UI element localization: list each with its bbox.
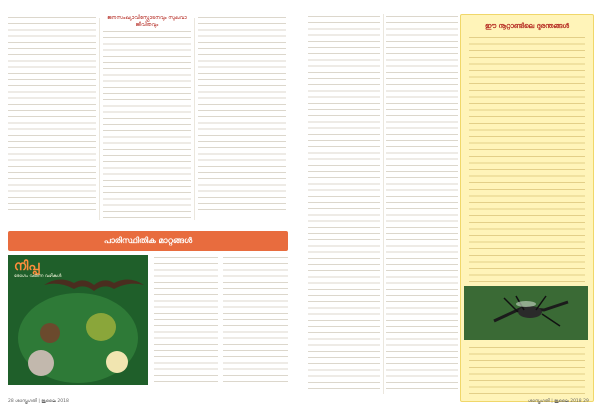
left-col-5 [223,255,288,385]
illustration-title: നിപ്പ [14,259,40,274]
left-col-3 [198,15,286,220]
fruit-tree-icon [86,313,116,341]
left-col-2 [103,15,191,220]
illustration-subtitle: രോഗം വരുന്ന വഴികൾ [14,274,62,279]
mosquito-icon [464,286,588,340]
animal-icon [106,351,128,373]
footer-right: ശാസ്ത്രഗതി | ജൂലൈ 2018 29 [528,399,589,404]
sidebar-title: ഈ നൂറ്റാണ്ടിലെ ദുരന്തങ്ങൾ [485,22,569,30]
right-col-1 [308,14,380,399]
bat-icon [44,275,144,295]
left-col-1 [8,15,96,220]
human-icon [28,350,54,376]
boar-icon [40,323,60,343]
sidebar-box [460,14,594,402]
sidebar-text-top [469,35,585,285]
nipah-illustration [8,255,148,385]
footer-left: 28 ശാസ്ത്രഗതി | ജൂലൈ 2018 [8,399,69,404]
sidebar-text-bottom [469,345,585,395]
banner-title: പാരിസ്ഥിതിക മാറ്റങ്ങൾ [103,236,193,245]
right-col-2 [386,14,458,399]
section-banner [8,231,288,251]
mosquito-photo [464,286,588,340]
subheading: ജനസംഖ്യാവിസ്ഫോടനവും സുഖവാ ജീവിതവും [107,15,187,28]
left-col-4 [154,255,218,385]
